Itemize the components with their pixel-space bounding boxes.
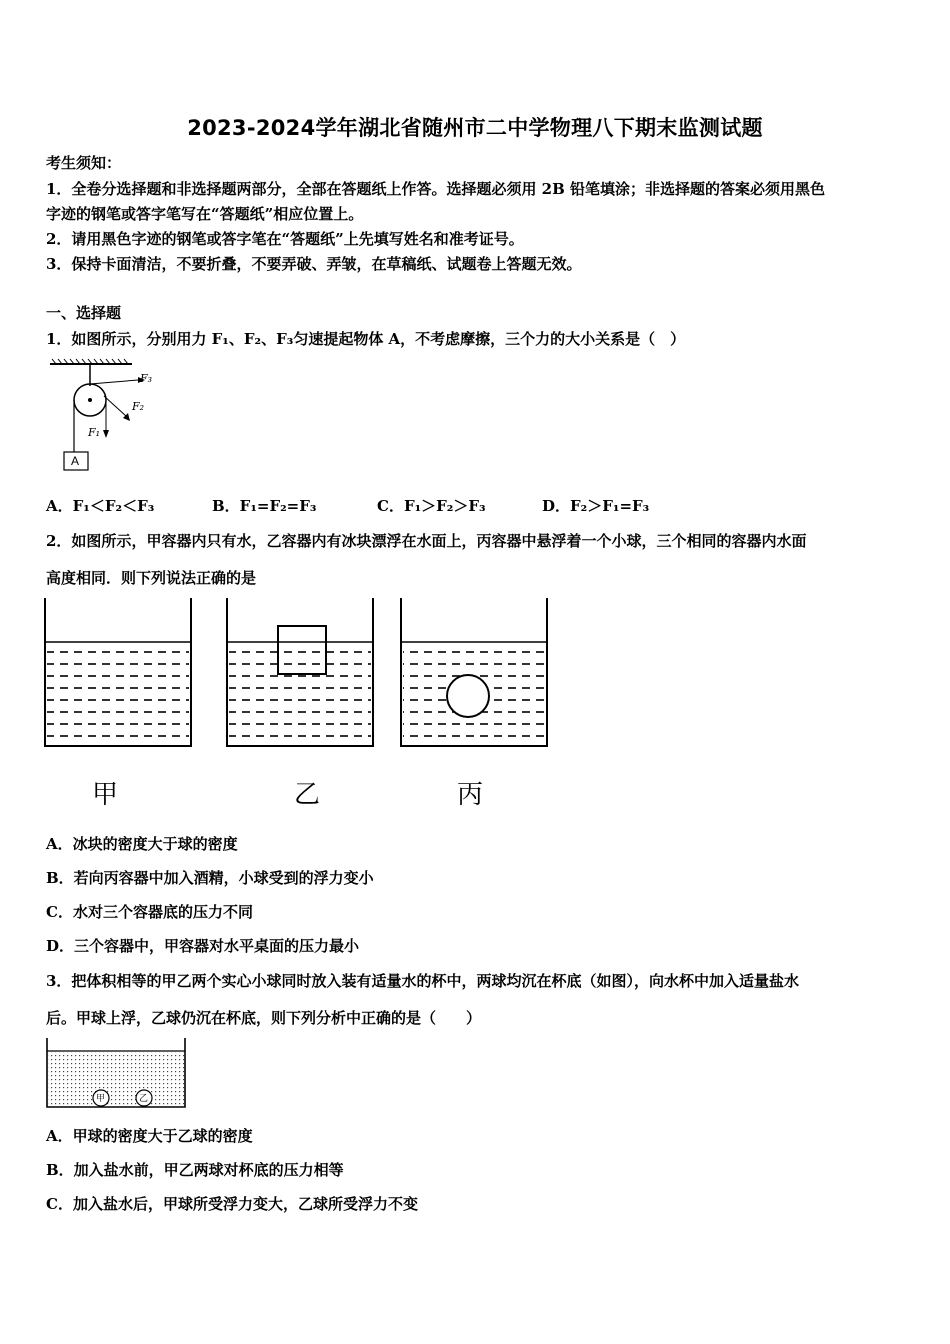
q1-option-c[interactable]: C．F₁＞F₂＞F₃ — [377, 497, 486, 515]
ball-label-yi: 乙 — [139, 1094, 149, 1104]
f3-label: F₃ — [140, 372, 153, 385]
label-bing: 丙 — [457, 780, 484, 810]
q2-option-d[interactable]: D．三个容器中，甲容器对水平桌面的压力最小 — [46, 937, 360, 955]
notice-item: 2．请用黑色字迹的钢笔或答字笔在“答题纸”上先填写姓名和准考证号。 — [46, 230, 524, 248]
q2-option-b[interactable]: B．若向丙容器中加入酒精，小球受到的浮力变小 — [46, 869, 374, 887]
page-title: 2023-2024学年湖北省随州市二中学物理八下期末监测试题 — [187, 116, 763, 140]
notice-item: 字迹的钢笔或答字笔写在“答题纸”相应位置上。 — [46, 205, 364, 223]
q3-stem-line2: 后。甲球上浮，乙球仍沉在杯底，则下列分析中正确的是（ ） — [46, 1009, 482, 1027]
container-jia — [45, 598, 191, 746]
notice-item: 1．全卷分选择题和非选择题两部分，全部在答题纸上作答。选择题必须用 2B 铅笔填涂；非选择题的答案必须用黑色 — [46, 180, 826, 198]
q3-option-c[interactable]: C．加入盐水后，甲球所受浮力变大，乙球所受浮力不变 — [46, 1195, 418, 1213]
q3-option-a[interactable]: A．甲球的密度大于乙球的密度 — [46, 1127, 253, 1145]
section-heading: 一、选择题 — [46, 304, 122, 322]
notice-item: 3．保持卡面清洁，不要折叠，不要弄破、弄皱，在草稿纸、试题卷上答题无效。 — [46, 255, 582, 273]
f1-label: F₁ — [88, 426, 101, 439]
cup-diagram — [46, 1038, 188, 1110]
block-label: A — [71, 454, 80, 468]
container-yi — [227, 598, 373, 746]
q1-option-b[interactable]: B．F₁=F₂=F₃ — [212, 497, 317, 515]
q2-option-a[interactable]: A．冰块的密度大于球的密度 — [46, 835, 238, 853]
containers-diagram — [44, 598, 550, 750]
q1-stem: 1．如图所示，分别用力 F₁、F₂、F₃匀速提起物体 A，不考虑摩擦，三个力的大小关系是（ ） — [46, 330, 686, 348]
label-jia: 甲 — [92, 780, 119, 810]
f2-label: F₂ — [132, 400, 145, 413]
notice-heading: 考生须知： — [46, 154, 122, 172]
q3-stem-line1: 3．把体积相等的甲乙两个实心小球同时放入装有适量水的杯中，两球均沉在杯底（如图），向水杯中加入适量盐水 — [46, 972, 799, 990]
q2-stem-line1: 2．如图所示，甲容器内只有水，乙容器内有冰块漂浮在水面上，丙容器中悬浮着一个小球，三个相同的容器内水面 — [46, 532, 807, 550]
q2-option-c[interactable]: C．水对三个容器底的压力不同 — [46, 903, 253, 921]
q2-stem-line2: 高度相同．则下列说法正确的是 — [46, 569, 257, 587]
ball-label-jia: 甲 — [96, 1094, 106, 1104]
container-bing — [401, 598, 547, 746]
q1-option-a[interactable]: A．F₁＜F₂＜F₃ — [46, 497, 155, 515]
q1-option-d[interactable]: D．F₂＞F₁=F₃ — [542, 497, 650, 515]
q3-option-b[interactable]: B．加入盐水前，甲乙两球对杯底的压力相等 — [46, 1161, 344, 1179]
label-yi: 乙 — [294, 780, 321, 810]
